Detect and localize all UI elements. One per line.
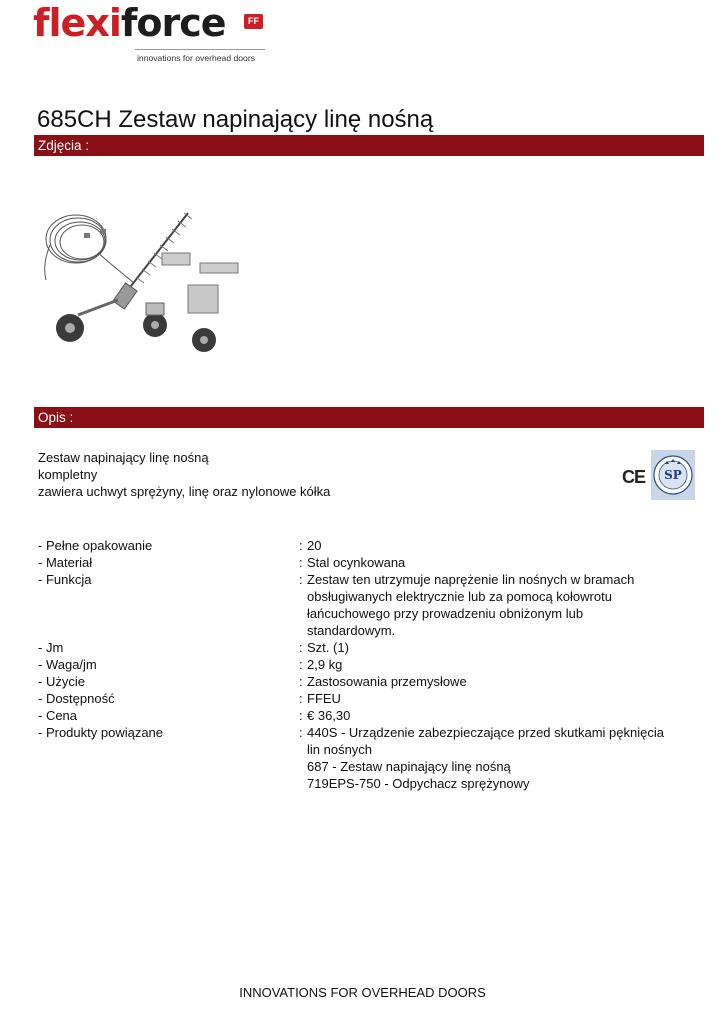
spec-value: 2,9 kg bbox=[307, 657, 343, 672]
spec-row: - Produkty powiązane : 440S - Urządzenie zabezpieczające przed skutkami pęknięcia lin nośnych 687 - Zestaw napinający linę nośną 719EPS-750 - Odpychacz sprężynowy bbox=[38, 724, 708, 792]
logo-word-dark: force bbox=[120, 1, 226, 45]
spec-row: - Pełne opakowanie : 20 bbox=[38, 537, 708, 554]
spec-row: - Waga/jm : 2,9 kg bbox=[38, 656, 708, 673]
spec-row: - Użycie : Zastosowania przemysłowe bbox=[38, 673, 708, 690]
logo-word-red: flexi bbox=[33, 1, 121, 45]
page-footer: INNOVATIONS FOR OVERHEAD DOORS bbox=[239, 985, 486, 1000]
spec-value: Szt. (1) bbox=[307, 640, 349, 655]
spec-value: 687 - Zestaw napinający linę nośną bbox=[307, 759, 511, 774]
spec-label: - Produkty powiązane bbox=[38, 725, 164, 740]
description-line: Zestaw napinający linę nośną bbox=[38, 450, 209, 465]
spec-label: - Jm bbox=[38, 640, 64, 655]
product-photo bbox=[38, 195, 258, 355]
spec-value: FFEU bbox=[307, 691, 341, 706]
spec-row: - Jm : Szt. (1) bbox=[38, 639, 708, 656]
spec-label: - Użycie bbox=[38, 674, 85, 689]
spec-row: - Funkcja : Zestaw ten utrzymuje naprężenie lin nośnych w bramach obsługiwanych elektrycznie lub za pomocą kołowrotu łańcuchowego przy prowadzeniu obniżonym lub standardowym. bbox=[38, 571, 708, 639]
spec-label: - Pełne opakowanie bbox=[38, 538, 153, 553]
spec-value: 20 bbox=[307, 538, 322, 553]
spec-value: obsługiwanych elektrycznie lub za pomocą kołowrotu bbox=[307, 589, 612, 604]
spec-row: - Cena : € 36,30 bbox=[38, 707, 708, 724]
spec-value: 440S - Urządzenie zabezpieczające przed skutkami pęknięcia bbox=[307, 725, 664, 740]
spec-value: 719EPS-750 - Odpychacz sprężynowy bbox=[307, 776, 530, 791]
spec-label: - Dostępność bbox=[38, 691, 115, 706]
logo-badge: FF bbox=[244, 14, 263, 29]
description-line: zawiera uchwyt sprężyny, linę oraz nylonowe kółka bbox=[38, 484, 331, 499]
logo-wordmark bbox=[33, 1, 226, 45]
spec-table bbox=[38, 537, 708, 792]
spec-value: Zastosowania przemysłowe bbox=[307, 674, 467, 689]
spec-value: Stal ocynkowana bbox=[307, 555, 406, 570]
spec-value: Zestaw ten utrzymuje naprężenie lin nośnych w bramach bbox=[307, 572, 635, 587]
description-line: kompletny bbox=[38, 467, 98, 482]
ce-mark-icon: CE bbox=[622, 467, 646, 487]
page-title: 685CH Zestaw napinający linę nośną bbox=[37, 106, 434, 133]
spec-value: lin nośnych bbox=[307, 742, 373, 757]
photos-section-header: Zdjęcia : bbox=[34, 135, 704, 156]
sp-certification-seal-icon bbox=[650, 449, 696, 501]
spec-value: standardowym. bbox=[307, 623, 396, 638]
spec-label: - Waga/jm bbox=[38, 657, 97, 672]
description-section-header: Opis : bbox=[34, 407, 704, 428]
spec-label: - Cena bbox=[38, 708, 78, 723]
logo-tagline-text: innovations for overhead doors bbox=[137, 53, 256, 63]
brand-logo bbox=[33, 1, 273, 66]
spec-label: - Funkcja bbox=[38, 572, 92, 587]
logo-tagline bbox=[137, 53, 255, 63]
product-description bbox=[38, 449, 330, 500]
spec-row: - Materiał : Stal ocynkowana bbox=[38, 554, 708, 571]
spec-value: łańcuchowego przy prowadzeniu obniżonym lub bbox=[307, 606, 584, 621]
spec-value: € 36,30 bbox=[307, 708, 351, 723]
spec-label: - Materiał bbox=[38, 555, 93, 570]
sp-seal-text: SP bbox=[664, 468, 682, 482]
spec-row: - Dostępność : FFEU bbox=[38, 690, 708, 707]
